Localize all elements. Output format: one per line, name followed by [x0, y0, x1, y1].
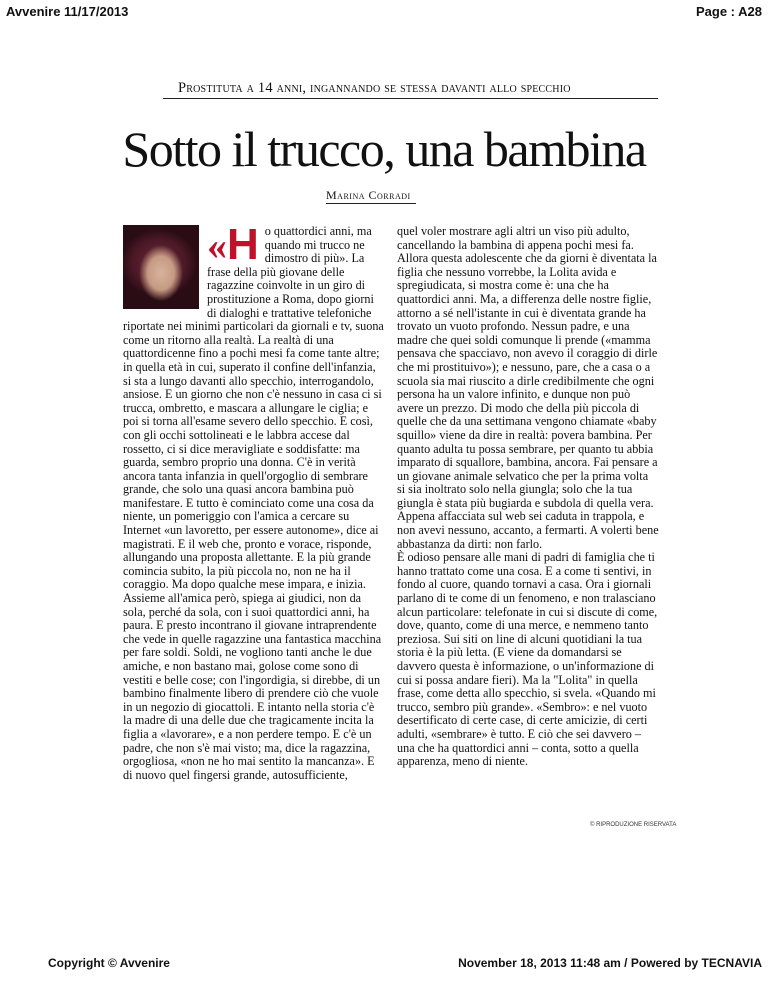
article-column-2: [397, 225, 659, 769]
article-paragraph: quel voler mostrare agli altri un viso più adulto, cancellando la bambina di appena pochi mesi fa. Allora questa adolescente che da giorni è diventata la figlia che nessuno vorrebbe, la Lolita avida e spregiudicata, si mostra come è: una che ha quattordici anni. Ma, a differenza delle nostre figlie, attorno a sé nell'istante in cui è diventata grande ha trovato un vuoto profondo. Nessun padre, e una madre che quei soldi comunque li prende («mamma pensava che spacciavo, non avevo il coraggio di dirle che mi prostituivo»); e nessuno, pare, che a casa o a scuola sia mai riuscito a dirle credibilmente che ogni persona ha un valore infinito, e dunque non può avere un prezzo. Di modo che della più piccola di quelle che da una settimana vengono chiamate «baby squillo» viene da dire in realtà: povera bambina. Per quanto adulta tu possa sembrare, per quanto tu abbia imparato di squallore, bambina, ancora. Fai pensare a un giovane animale selvatico che per la prima volta si sia inoltrato solo nella giungla; solo che la tua giungla è stata più bugiarda e subdola di quella vera. Appena affacciata sul web sei caduta in trappola, e non avevi nessuno, accanto, a fermarti. A volerti bene abbastanza da dirti: non farlo.: [397, 224, 659, 551]
article-paragraph: È odioso pensare alle mani di padri di famiglia che ti hanno trattato come una cosa. E a come ti sentivi, in fondo al cuore, quando tornavi a casa. Ora i giornali parlano di te come di un fenomeno, e non tralasciano alcun particolare: telefonate in cui si discute di come, dove, quanto, come di una merce, e nemmeno tanto preziosa. Sui siti on line di alcuni quotidiani la tua storia è la più letta. (E viene da domandarsi se davvero questa è informazione, o un'informazione di cui si possa andare fieri). Ma la "Lolita" in quella frase, come detta allo specchio, si svela. «Quando mi trucco, sembro più grande». «Sembro»: e nel vuoto desertificato di certe case, di certe amicizie, di certi adulti, «sembrare» è tutto. E ciò che sei davvero – una che ha quattordici anni – conta, sotto a quella apparenza, meno di niente.: [397, 550, 658, 769]
footer-timestamp: November 18, 2013 11:48 am / Powered by TECNAVIA: [458, 956, 762, 970]
page-number: Page : A28: [696, 4, 762, 19]
dropcap-quote: «: [207, 223, 227, 268]
article-column-1: [123, 220, 385, 782]
article-kicker: Prostituta a 14 anni, ingannando se stessa davanti allo specchio: [178, 80, 571, 96]
rights-notice: © RIPRODUZIONE RISERVATA: [590, 822, 677, 828]
page-header: [0, 0, 768, 28]
dropcap: [207, 220, 259, 269]
byline-rule: [326, 203, 416, 204]
dropcap-letter: H: [227, 220, 259, 269]
source-date: Avvenire 11/17/2013: [6, 4, 129, 19]
article-byline: Marina Corradi: [326, 188, 411, 202]
footer-copyright: Copyright © Avvenire: [48, 956, 170, 970]
article-paragraph: o quattordici anni, ma quando mi trucco ne dimostro di più». La frase della più giovane delle ragazzine coinvolte in un giro di prostituzione a Roma, dopo giorni di dialoghi e trattative telefoniche riportate nei minimi particolari da giornali e tv, suona come un ritorno alla realtà. La realtà di una quattordicenne fino a pochi mesi fa come tante altre; in quella età in cui, superato il confine dell'infanzia, si sta a lungo davanti allo specchio, interrogandolo, ansiose. E un giorno che non c'è nessuno in casa ci si trucca, ombretto, e mascara a allungare le ciglia; e poi si torna all'esame severo dello specchio. E così, con gli occhi sottolineati e le labbra accese dal rossetto, ci si dice meravigliate e soddisfatte: ma guarda, sembro proprio una donna. C'è in verità ancora tanta infanzia in quell'orgoglio di sembrare grande, che solo una quasi ancora bambina può manifestare. E tutto è cominciato come una cosa da niente, un pomeriggio con l'amica a cercare su Internet «un lavoretto, per essere autonome», dice ai magistrati. E il web che, pronto e vorace, risponde, allungando una proposta allettante. E la più grande comincia subito, la più piccola no, non ne ha il coraggio. Ma dopo qualche mese impara, e inizia. Assieme all'amica però, spiega ai giudici, non da sola, perché da sola, con i suoi quattordici anni, ha paura. E presto incontrano il giovane intraprendente che vede in quelle ragazzine una fantastica macchina per fare soldi. Soldi, ne vogliono tanti anche le due amiche, e non bastano mai, golose come sono di vestiti e belle cose; con l'ingordigia, si direbbe, di un bambino finalmente libero di prendere ciò che vuole in un negozio di giocattoli. E intanto nella storia c'è la madre di una delle due che tragicamente incita la figlia a «lavorare», e a non perdere tempo. E c'è un padre, che non s'è mai visto; ma, dice la ragazzina, orgogliosa, «non ne ho mai sentito la mancanza». E di nuovo quel fingersi grande, autosufficiente,: [123, 224, 384, 782]
author-photo: [123, 225, 199, 309]
article-headline: Sotto il trucco, una bambina: [122, 121, 646, 177]
kicker-rule: [163, 98, 658, 99]
